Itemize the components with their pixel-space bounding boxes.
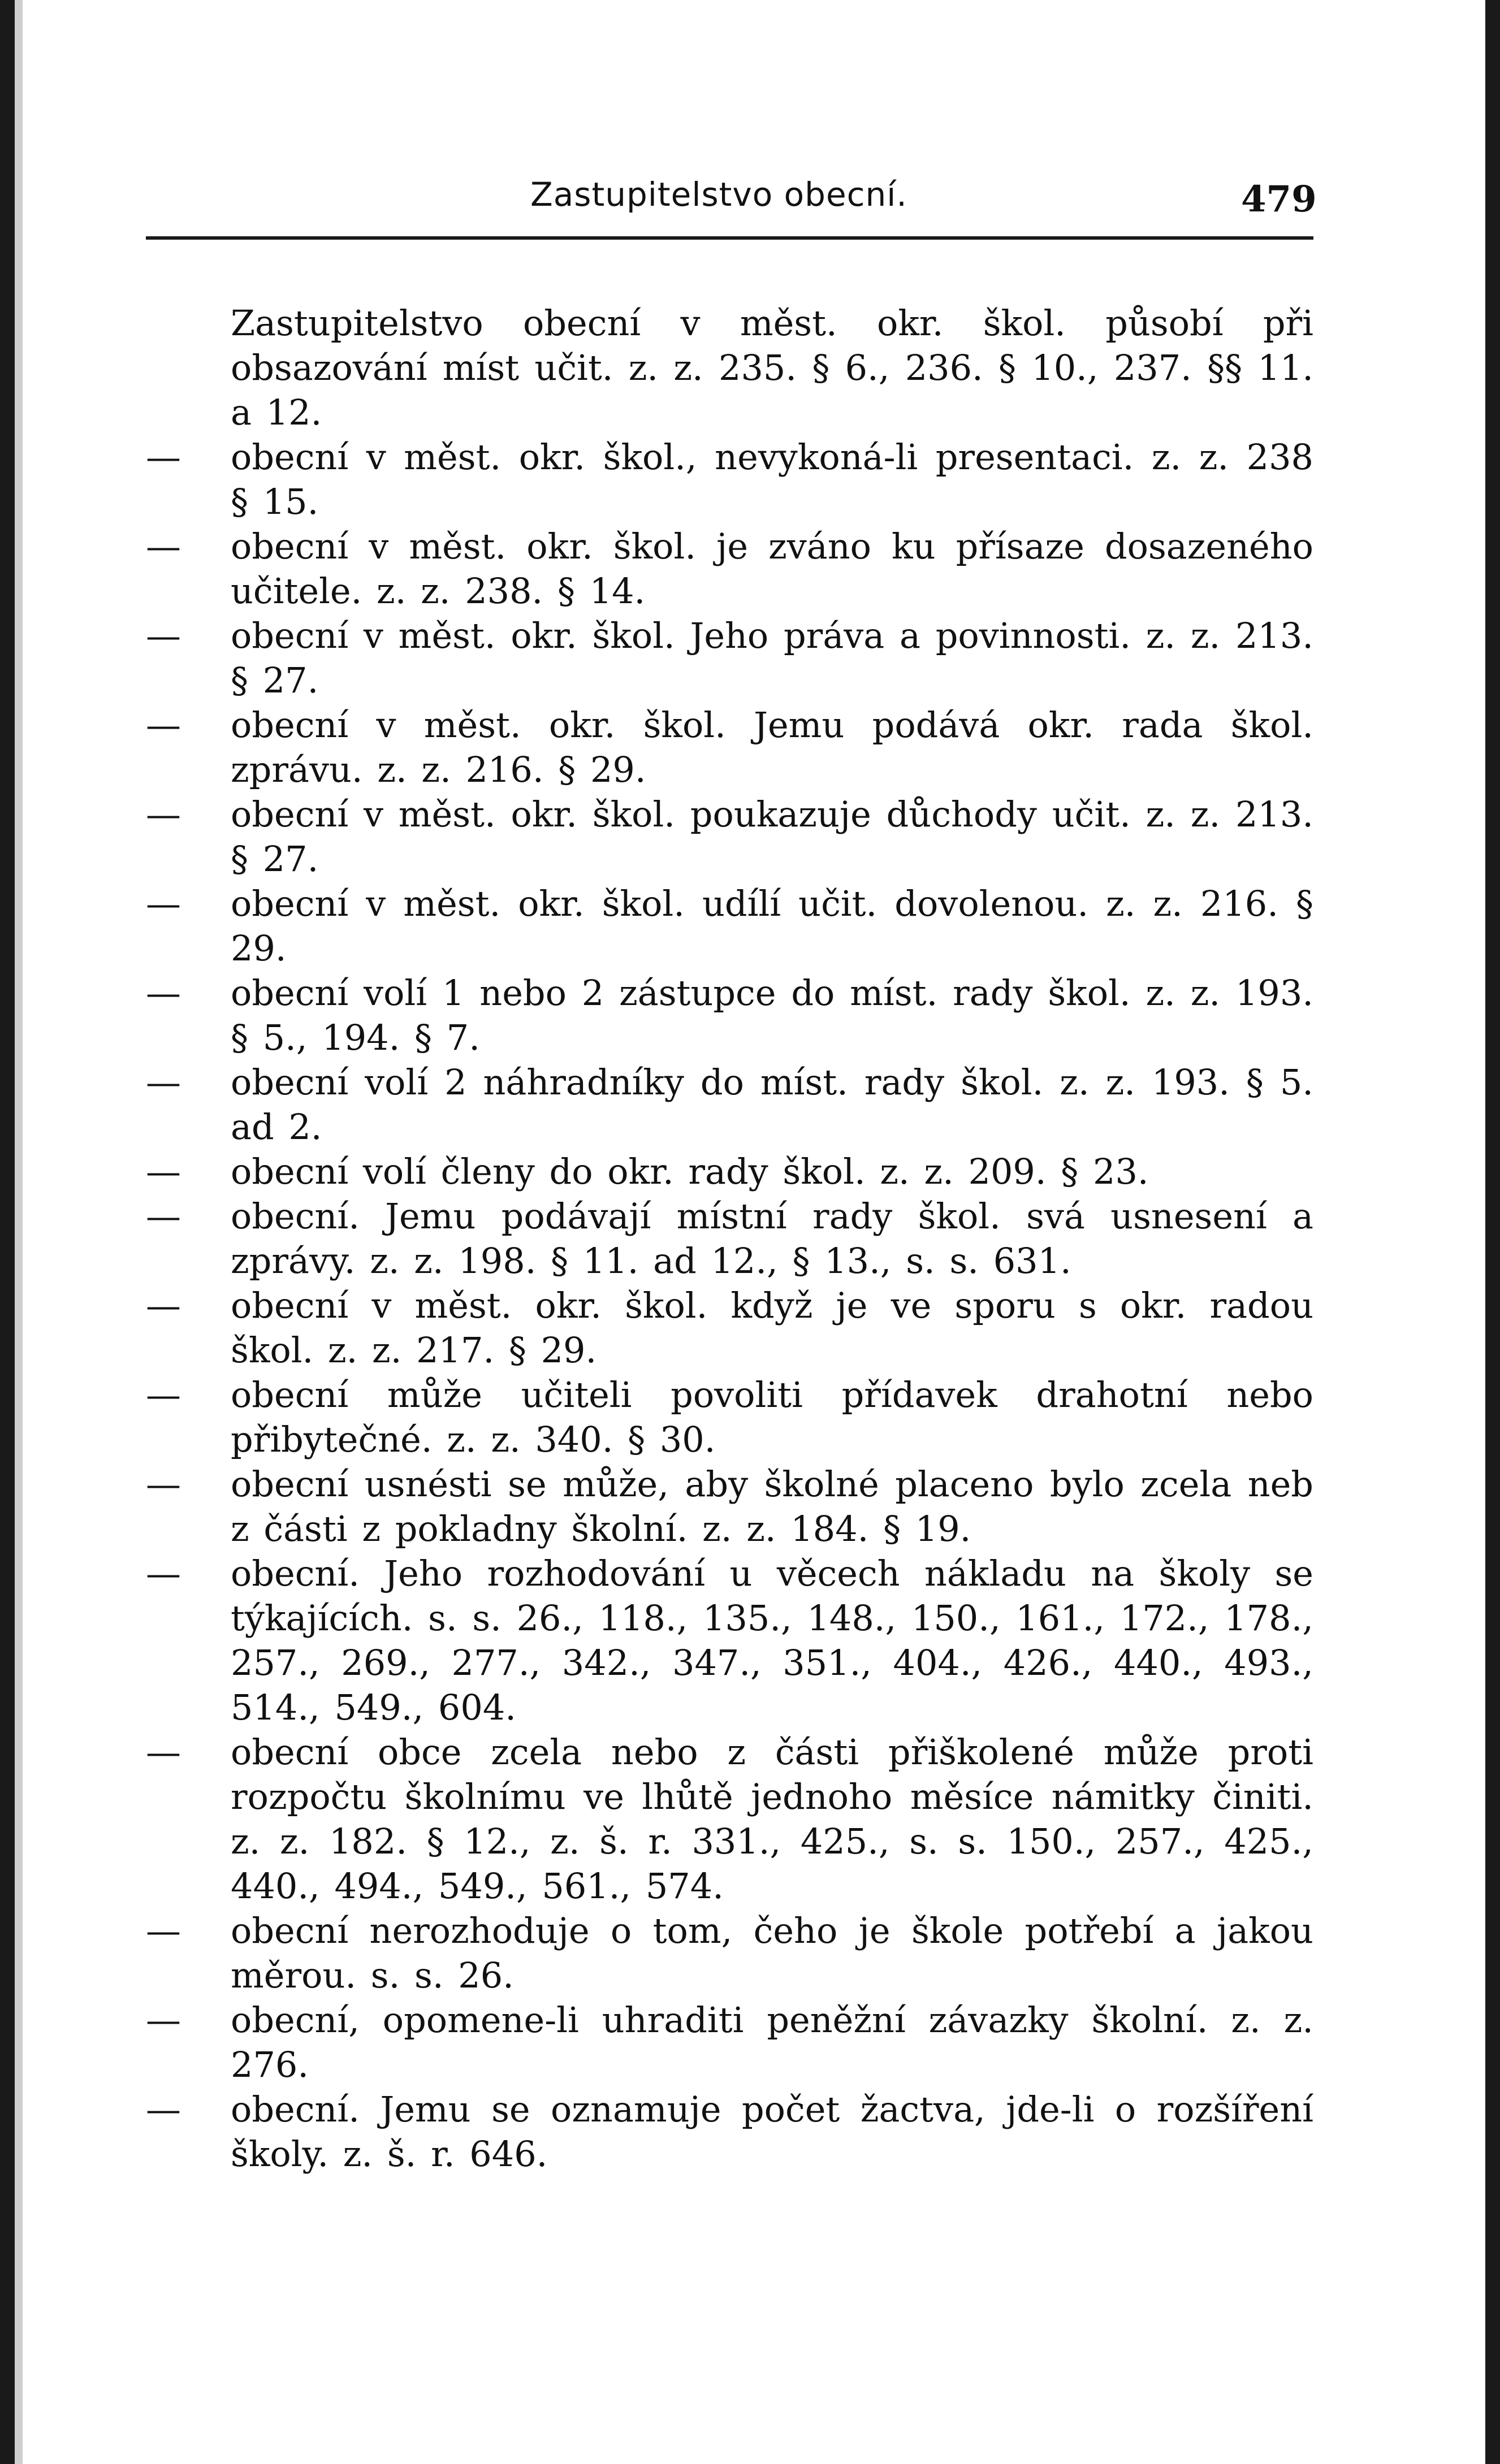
scan-edge-left	[0, 0, 15, 2464]
index-entry	[146, 1060, 1313, 1149]
entry-dash: —	[146, 1910, 181, 1951]
entry-text: obecní. Jemu se oznamuje počet žactva, jde-li o rozšíření školy. z. š. r. 646.	[231, 2089, 1313, 2175]
running-header-title: Zastupitelstvo obecní.	[530, 175, 907, 214]
index-entry	[146, 1372, 1313, 1462]
index-entry	[146, 301, 1313, 435]
index-entry	[146, 1149, 1313, 1194]
header-rule	[146, 236, 1313, 240]
entry-text: obecní volí 2 náhradníky do míst. rady škol. z. z. 193. § 5. ad 2.	[231, 1062, 1313, 1147]
entry-text: obecní. Jeho rozhodování u věcech nákladu na školy se týkajících. s. s. 26., 118., 135., 148., 150., 161., 172., 178., 257., 269., 277., 342., 347., 351., 404., 426., 440., 493., 514., 549., 604.	[231, 1553, 1313, 1728]
entry-text: obecní volí 1 nebo 2 zástupce do míst. rady škol. z. z. 193. § 5., 194. § 7.	[231, 972, 1313, 1058]
index-entry	[146, 1730, 1313, 1908]
scan-edge-right	[1485, 0, 1500, 2464]
entry-dash: —	[146, 1196, 181, 1237]
entry-dash: —	[146, 2089, 181, 2130]
entry-dash: —	[146, 1285, 181, 1326]
entry-dash: —	[146, 1553, 181, 1594]
entry-text: obecní v měst. okr. škol., nevykoná-li presentaci. z. z. 238 § 15.	[231, 436, 1313, 522]
index-entry	[146, 1194, 1313, 1283]
entry-dash: —	[146, 526, 181, 567]
entry-text: Zastupitelstvo obecní v měst. okr. škol. působí při obsazování míst učit. z. z. 235. § 6., 236. § 10., 237. §§ 11. a 12.	[231, 302, 1313, 433]
index-entry	[146, 613, 1313, 703]
entry-text: obecní v měst. okr. škol. poukazuje důchody učit. z. z. 213. § 27.	[231, 794, 1313, 880]
entry-text: obecní, opomene-li uhraditi peněžní závazky školní. z. z. 276.	[231, 1999, 1313, 2085]
index-entry	[146, 881, 1313, 971]
entry-dash: —	[146, 883, 181, 924]
index-entry	[146, 971, 1313, 1060]
entry-dash: —	[146, 1151, 181, 1192]
entry-dash: —	[146, 1374, 181, 1415]
entry-dash: —	[146, 1062, 181, 1103]
index-entry	[146, 1462, 1313, 1551]
entry-text: obecní obce zcela nebo z části přiškolené může proti rozpočtu školnímu ve lhůtě jednoho měsíce námitky činiti. z. z. 182. § 12., z. š. r. 331., 425., s. s. 150., 257., 425., 440., 494., 549., 561., 574.	[231, 1731, 1313, 1907]
entry-dash: —	[146, 615, 181, 656]
entry-text: obecní v měst. okr. škol. Jemu podává okr. rada škol. zprávu. z. z. 216. § 29.	[231, 704, 1313, 790]
page-number: 479	[1241, 178, 1317, 220]
entry-dash: —	[146, 1999, 181, 2041]
entry-dash: —	[146, 794, 181, 835]
scan-edge-left-inner	[15, 0, 23, 2464]
index-entry	[146, 1908, 1313, 1998]
entry-text: obecní v měst. okr. škol. je zváno ku přísaze dosazeného učitele. z. z. 238. § 14.	[231, 526, 1313, 612]
entry-dash: —	[146, 972, 181, 1014]
entry-text: obecní v měst. okr. škol. Jeho práva a povinnosti. z. z. 213. § 27.	[231, 615, 1313, 701]
entry-text: obecní usnésti se může, aby školné placeno bylo zcela neb z části z pokladny školní. z. z. 184. § 19.	[231, 1463, 1313, 1549]
entry-text: obecní nerozhoduje o tom, čeho je škole potřebí a jakou měrou. s. s. 26.	[231, 1910, 1313, 1996]
index-entries	[146, 301, 1313, 2176]
entry-dash: —	[146, 1463, 181, 1505]
index-entry	[146, 2087, 1313, 2176]
entry-dash: —	[146, 436, 181, 478]
index-entry	[146, 792, 1313, 881]
entry-text: obecní volí členy do okr. rady škol. z. z. 209. § 23.	[231, 1151, 1149, 1192]
index-entry	[146, 703, 1313, 792]
entry-dash: —	[146, 704, 181, 746]
index-entry	[146, 1998, 1313, 2087]
entry-text: obecní. Jemu podávají místní rady škol. svá usnesení a zprávy. z. z. 198. § 11. ad 12., § 13., s. s. 631.	[231, 1196, 1313, 1281]
index-entry	[146, 1551, 1313, 1730]
entry-text: obecní v měst. okr. škol. když je ve sporu s okr. radou škol. z. z. 217. § 29.	[231, 1285, 1313, 1371]
entry-text: obecní může učiteli povoliti přídavek drahotní nebo přibytečné. z. z. 340. § 30.	[231, 1374, 1313, 1460]
index-entry	[146, 524, 1313, 613]
index-entry	[146, 435, 1313, 524]
index-entry	[146, 1283, 1313, 1372]
entry-dash: —	[146, 1731, 181, 1773]
entry-text: obecní v měst. okr. škol. udílí učit. dovolenou. z. z. 216. § 29.	[231, 883, 1313, 969]
